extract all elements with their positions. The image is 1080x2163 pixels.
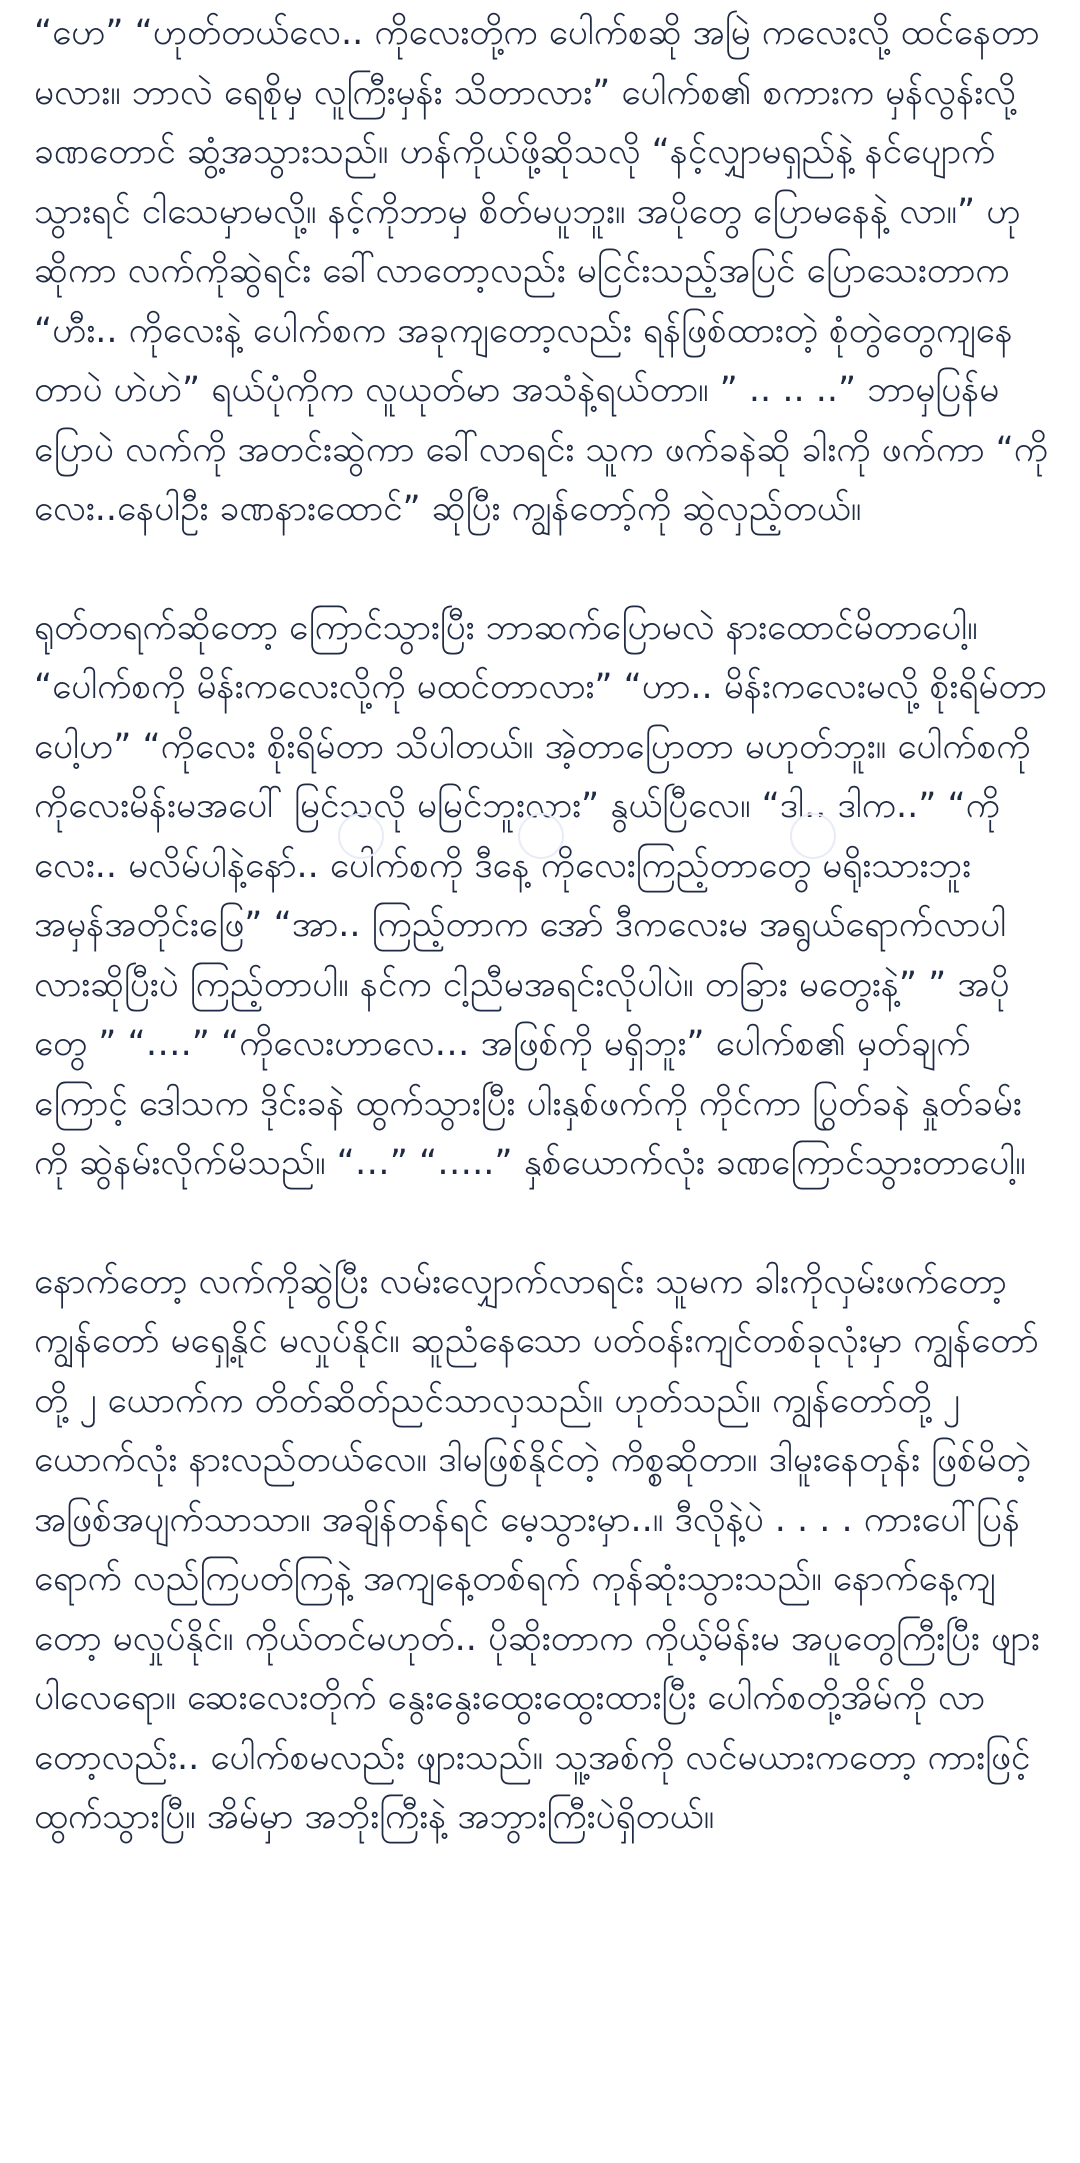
paragraph-3: နောက်တော့ လက်ကိုဆွဲပြီး လမ်းလျှောက်လာရင်း သူမက ခါးကိုလှမ်းဖက်တော့ ကျွန်တော် မရှေ့နိုင် မလှုပ်နိုင်။ ဆူညံနေသော ပတ်ဝန်းကျင်တစ်ခုလုံးမှာ ကျွန်တော်တို့ ၂ ယောက်က တိတ်ဆိတ်ညင်သာလှသည်။ ဟုတ်သည်။ ကျွန်တော်တို့ ၂ ယောက်လုံး နားလည်တယ်လေ။ ဒါမဖြစ်နိုင်တဲ့ ကိစ္စဆိုတာ။ ဒါမူးနေတုန်း ဖြစ်မိတဲ့ အဖြစ်အပျက်သာသာ။ အချိန်တန်ရင် မေ့သွားမှာ..။ ဒီလိုနဲ့ပဲ . . . . ကားပေါ်ပြန်ရောက် လည်ကြပတ်ကြနဲ့ အကျနေ့တစ်ရက် ကုန်ဆုံးသွားသည်။ နောက်နေ့ကျတော့ မလှုပ်နိုင်။ ကိုယ်တင်မဟုတ်.. ပိုဆိုးတာက ကိုယ့်မိန်းမ အပူတွေကြီးပြီး ဖျားပါလေရော။ ဆေးလေးတိုက် နွေးနွေးထွေးထွေးထားပြီး ပေါက်စတို့အိမ်ကို လာတော့လည်း.. ပေါက်စမလည်း ဖျားသည်။ သူ့အစ်ကို လင်မယားကတော့ ကားဖြင့် ထွက်သွားပြီ။ အိမ်မှာ အဘိုးကြီးနဲ့ အဘွားကြီးပဲရှိတယ်။ [34, 1261, 1040, 1837]
paragraph-2: ရုတ်တရက်ဆိုတော့ ကြောင်သွားပြီး ဘာဆက်ပြောမလဲ နားထောင်မိတာပေါ့။ “ပေါက်စကို မိန်းကလေးလို့ကို မထင်တာလား” “ဟာ.. မိန်းကလေးမလို့ စိုးရိမ်တာပေါ့ဟ” “ကိုလေး စိုးရိမ်တာ သိပါတယ်။ အဲ့တာပြောတာ မဟုတ်ဘူး။ ပေါက်စကို ကိုလေးမိန်းမအပေါ် မြင်သလို မမြင်ဘူးလား” နွယ်ပြီလေ။ “ဒါ.. ဒါက..” “ကိုလေး.. မလိမ်ပါနဲ့နော်.. ပေါက်စကို ဒီနေ့ ကိုလေးကြည့်တာတွေ မရိုးသားဘူး အမှန်အတိုင်းဖြေ” “အာ.. ကြည့်တာက အော် ဒီကလေးမ အရွယ်ရောက်လာပါလားဆိုပြီးပဲ ကြည့်တာပါ။ နင်က ငါ့ညီမအရင်းလိုပါပဲ။ တခြား မတွေးနဲ့” ” အပိုတွေ ” “….” “ကိုလေးဟာလေ… အဖြစ်ကို မရှိဘူး” ပေါက်စ၏ မှတ်ချက်ကြောင့် ဒေါသက ဒိုင်းခနဲ ထွက်သွားပြီး ပါးနှစ်ဖက်ကို ကိုင်ကာ ပြွတ်ခနဲ နှုတ်ခမ်းကို ဆွဲနမ်းလိုက်မိသည်။ “…” “…..” နှစ်ယောက်လုံး ခဏကြောင်သွားတာပေါ့။ [34, 607, 1047, 1183]
paragraph-1: “ဟေ” “ဟုတ်တယ်လေ.. ကိုလေးတို့က ပေါက်စဆို အမြဲ ကလေးလို့ ထင်နေတာမလား။ ဘာလဲ ရေစိုမှ လူကြီးမှန်း သိတာလား” ပေါက်စ၏ စကားက မှန်လွန်းလို့ ခဏတောင် ဆွံ့အသွားသည်။ ဟန်ကိုယ်ဖို့ဆိုသလို “နင့်လျှာမရှည်နဲ့ နင်ပျောက်သွားရင် ငါသေမှာမလို့။ နင့်ကိုဘာမှ စိတ်မပူဘူး။ အပိုတွေ ပြောမနေနဲ့ လာ။” ဟုဆိုကာ လက်ကိုဆွဲရင်း ခေါ်လာတော့လည်း မငြင်းသည့်အပြင် ပြောသေးတာက “ဟီး.. ကိုလေးနဲ့ ပေါက်စက အခုကျတော့လည်း ရန်ဖြစ်ထားတဲ့ စုံတွဲတွေကျနေတာပဲ ဟဲဟဲ” ရယ်ပုံကိုက လူယုတ်မာ အသံနဲ့ရယ်တာ။ ” .. .. ..” ဘာမှပြန်မပြောပဲ လက်ကို အတင်းဆွဲကာ ခေါ်လာရင်း သူက ဖက်ခနဲဆို ခါးကို ဖက်ကာ “ကိုလေး..နေပါဦး ခဏနားထောင်” ဆိုပြီး ကျွန်တော့်ကို ဆွဲလှည့်တယ်။ [34, 13, 1048, 529]
